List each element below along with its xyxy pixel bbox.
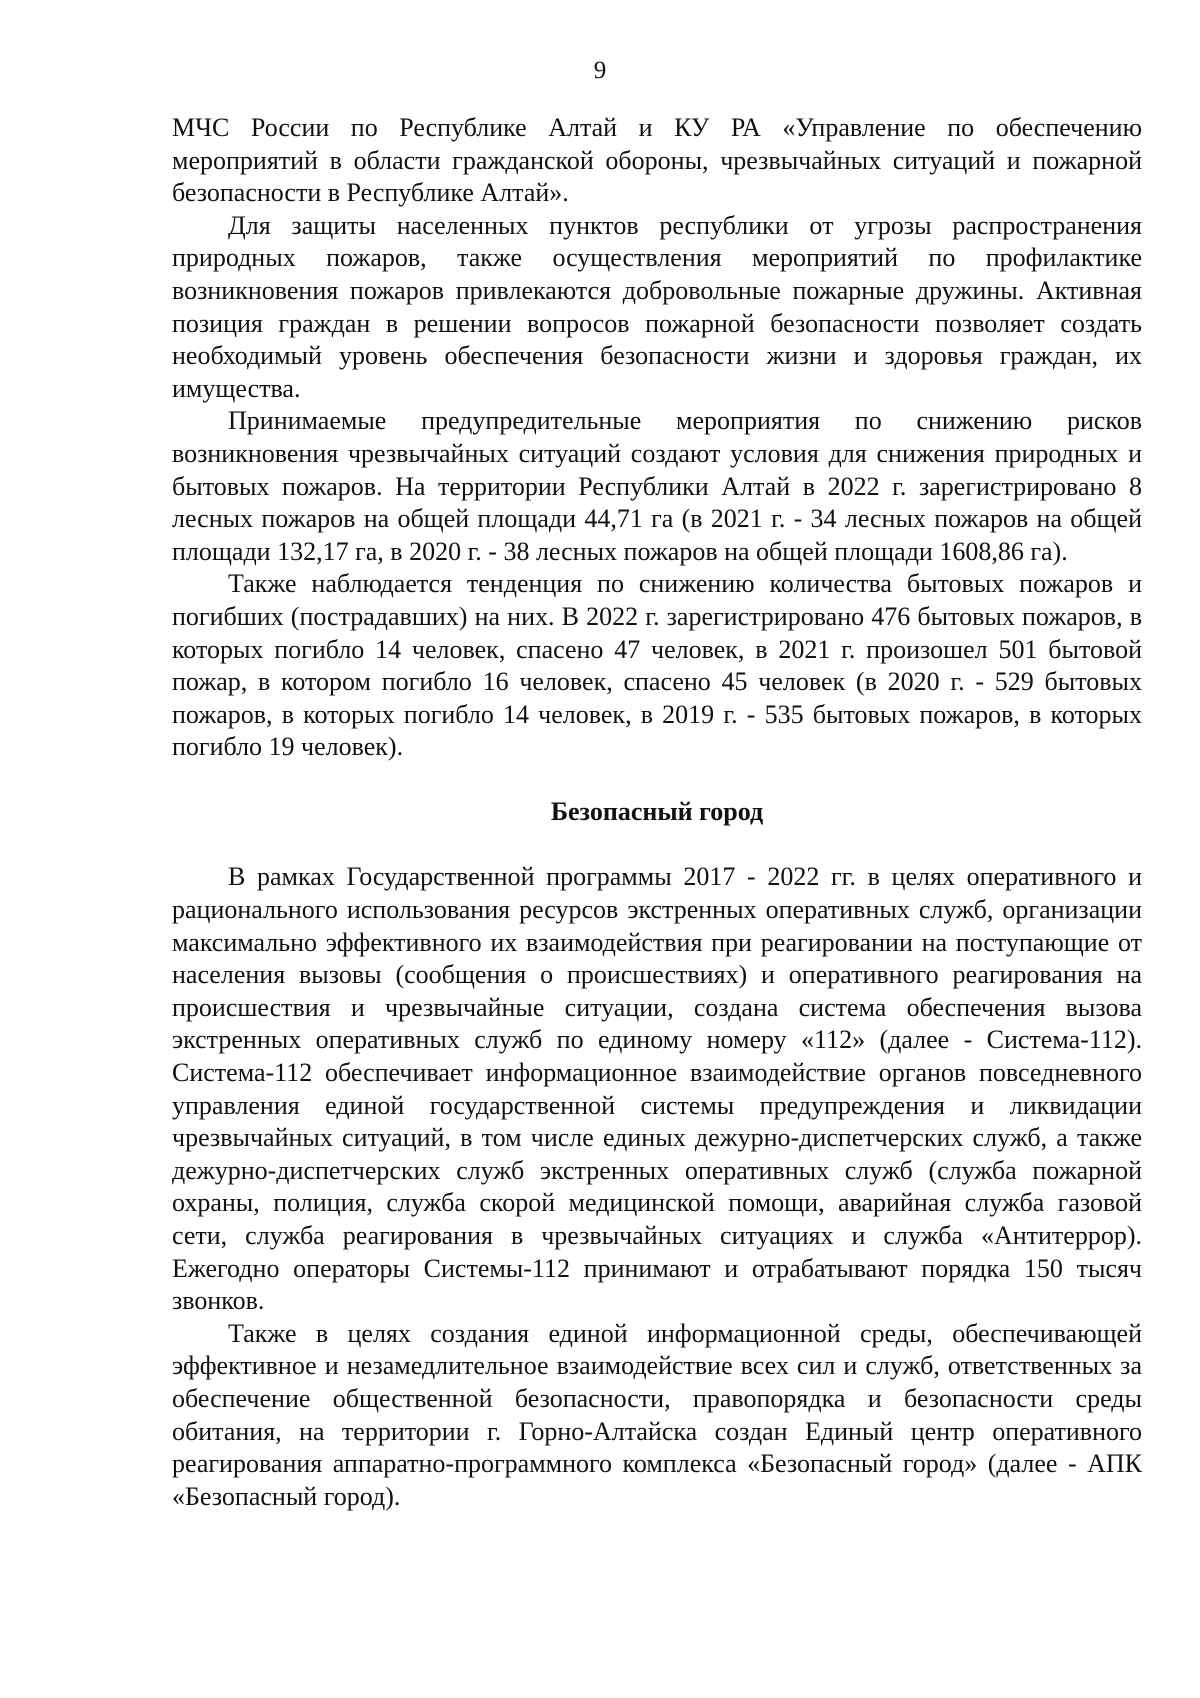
section-heading-safe-city: Безопасный город: [550, 796, 764, 826]
paragraph-forest-fires: Принимаемые предупредительные мероприятия по снижению рисков возникновения чрезвычайных ситуаций создают условия для снижения природных и бытовых пожаров. На территории Республики Алтай в 2022 г. зарегистрировано 8 лесных пожаров на общей площади 44,71 га (в 2021 г. - 34 лесных пожаров на общей площади 132,17 га, в 2020 г. - 38 лесных пожаров на общей площади 1608,86 га).: [172, 406, 1142, 566]
paragraph-safe-city-center: Также в целях создания единой информационной среды, обеспечивающей эффективное и незамедлительное взаимодействие всех сил и служб, ответственных за обеспечение общественной безопасности, правопорядка и безопасности среды обитания, на территории г. Горно-Алтайска создан Единый центр оперативного реагирования аппаратно-программного комплекса «Безопасный город» (далее - АПК «Безопасный город).: [172, 1318, 1142, 1511]
document-body: [172, 112, 1142, 1513]
paragraph-system-112: В рамках Государственной программы 2017 - 2022 гг. в целях оперативного и рационального использования ресурсов экстренных оперативных служб, организации максимально эффективного их взаимодействия при реагировании на поступающие от населения вызовы (сообщения о происшествиях) и оперативного реагирования на происшествия и чрезвычайные ситуации, создана система обеспечения вызова экстренных оперативных служб по единому номеру «112» (далее - Система-112). Система-112 обеспечивает информационное взаимодействие органов повседневного управления единой государственной системы предупреждения и ликвидации чрезвычайных ситуаций, в том числе единых дежурно-диспетчерских служб, а также дежурно-диспетчерских служб экстренных оперативных служб (служба пожарной охраны, полиция, служба скорой медицинской помощи, аварийная служба газовой сети, служба реагирования в чрезвычайных ситуациях и служба «Антитеррор). Ежегодно операторы Системы-112 принимают и отрабатывают порядка 150 тысяч звонков.: [172, 862, 1142, 1316]
page-number: 9: [593, 57, 607, 84]
paragraph-mchs-continuation: МЧС России по Республике Алтай и КУ РА «Управление по обеспечению мероприятий в области гражданской обороны, чрезвычайных ситуаций и пожарной безопасности в Республике Алтай».: [172, 113, 1142, 208]
paragraph-volunteer-fire-brigades: Для защиты населенных пунктов республики от угрозы распространения природных пожаров, также осуществления мероприятий по профилактике возникновения пожаров привлекаются добровольные пожарные дружины. Активная позиция граждан в решении вопросов пожарной безопасности позволяет создать необходимый уровень обеспечения безопасности жизни и здоровья граждан, их имущества.: [172, 210, 1142, 403]
paragraph-household-fires: Также наблюдается тенденция по снижению количества бытовых пожаров и погибших (пострадавших) на них. В 2022 г. зарегистрировано 476 бытовых пожаров, в которых погибло 14 человек, спасено 47 человек, в 2021 г. произошел 501 бытовой пожар, в котором погибло 16 человек, спасено 45 человек (в 2020 г. - 529 бытовых пожаров, в которых погибло 14 человек, в 2019 г. - 535 бытовых пожаров, в которых погибло 19 человек).: [172, 569, 1142, 762]
